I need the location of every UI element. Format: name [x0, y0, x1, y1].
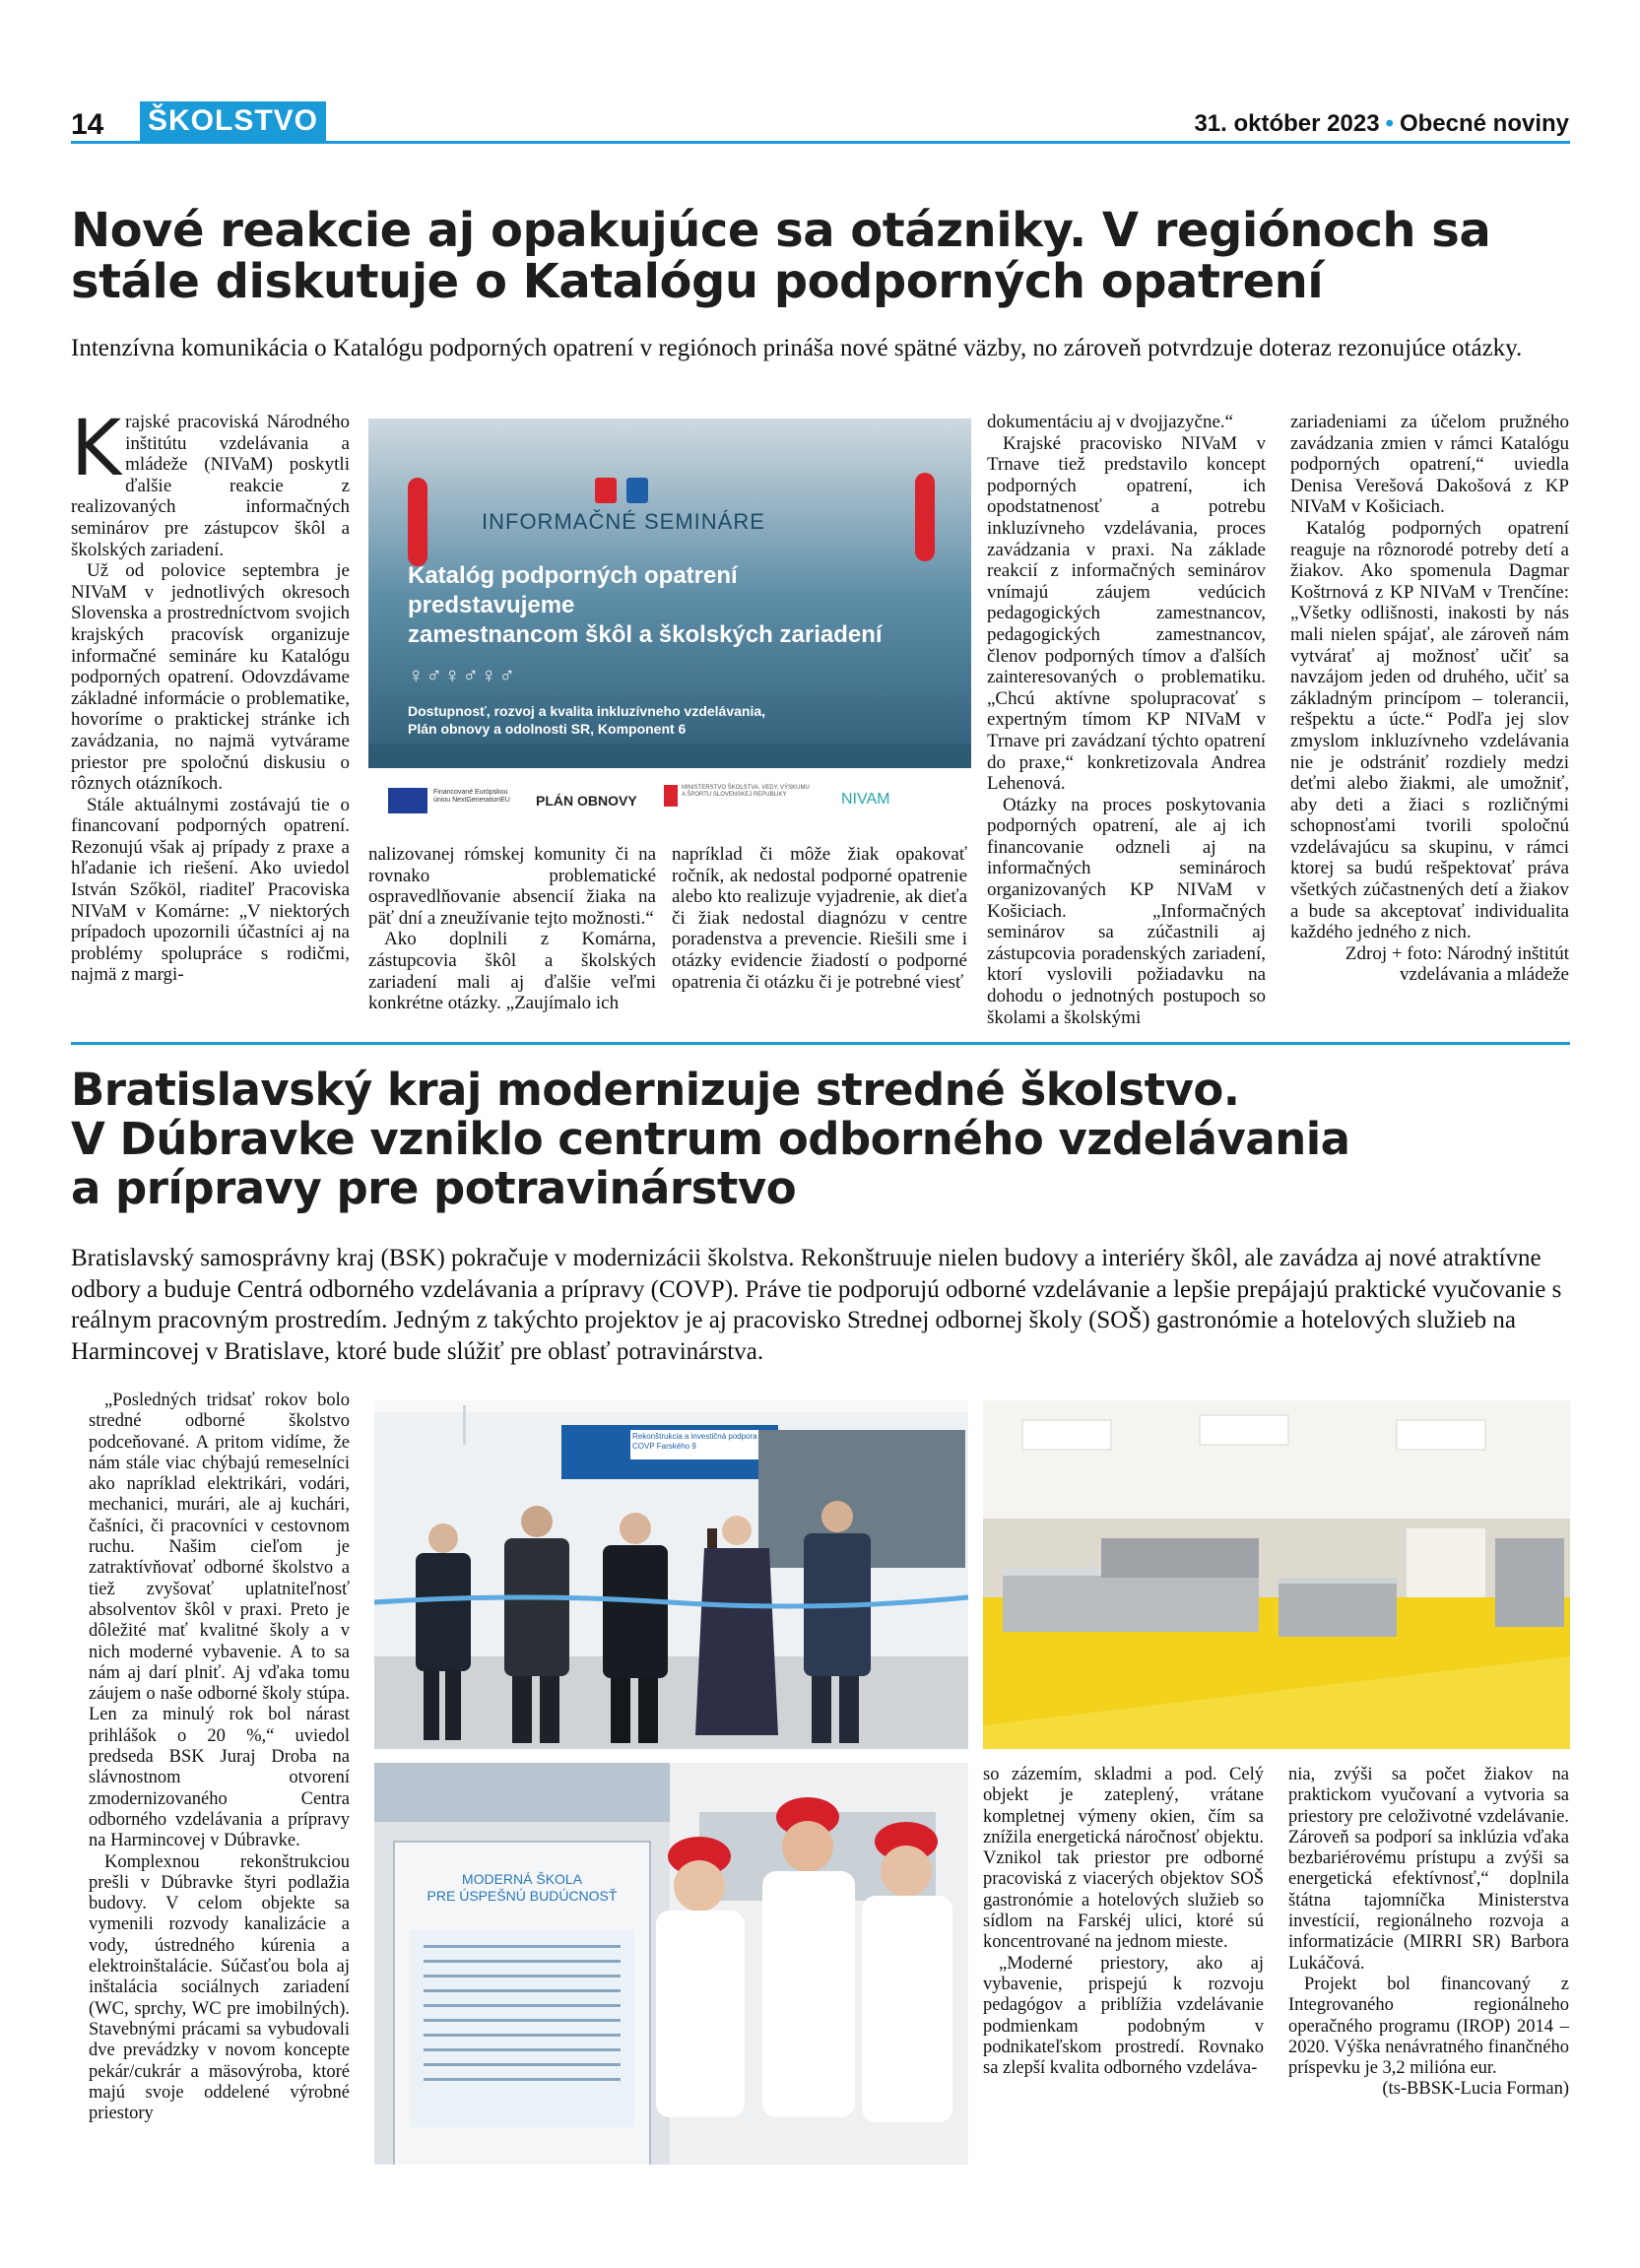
logo-plan-obnovy: PLÁN OBNOVY — [536, 793, 637, 809]
article1-col1-p2: Už od polovice septembra je NIVaM v jednotlivých okresoch Slovenska a prostredníctvom svojich krajských pracovísk organizuje informačné semináre ku Katalógu podporných opatrení. Odovzdávame základné informácie o problematike, hovoríme o praktickej stránke ich zavádzania, no najmä vytvárame priestor pre spoločnú diskusiu o rôznych otázníkoch. — [71, 560, 350, 795]
source-line2: vzdelávania a mládeže — [1400, 964, 1569, 986]
section-badge: ŠKOLSTVO — [140, 101, 326, 141]
article2-col3-p1: so zázemím, skladmi a pod. Celý objekt je zateplený, vrátane kompletnej výmeny okien, čím sa znížila energetická náročnosť objektu. Vznikol tak priestor pre odborné pracoviská z viacerých objektov SOŠ gastronómie a hotelových služieb so sídlom na Farskéj ulici, ktoré sú koncentrované na jednom mieste. — [983, 1765, 1264, 1953]
article-separator — [71, 1042, 1570, 1045]
poster-title — [408, 561, 940, 650]
board-heading-line1: MODERNÁ ŠKOLA — [461, 1871, 583, 1887]
article1-column-5 — [1290, 412, 1569, 986]
issue-date: 31. október 2023 — [1194, 110, 1380, 137]
dropcap: K — [71, 405, 122, 493]
article1-title — [71, 205, 1568, 307]
publication-name: Obecné noviny — [1399, 110, 1569, 137]
article1-column-3 — [672, 844, 967, 993]
students-graphic — [374, 1763, 968, 2165]
ministry-crest-icon — [664, 785, 678, 807]
page-number: 14 — [71, 108, 104, 141]
ribbon-cutting-photo — [374, 1400, 968, 1749]
article2-lead: Bratislavský samosprávny kraj (BSK) pokračuje v modernizácii školstva. Rekonštruuje nielen budovy a interiéry škôl, ale zavádza aj nové atraktívne odbory a buduje Centrá odborného vzdelávania a prípravy (COVP). Práve tie podporujú odborné vzdelávanie a lepšie prepájajú praktické vyučovanie s reálnym pracovným prostredím. Jedným z takýchto projektov je aj pracovisko Strednej odbornej školy (SOŠ) gastronómie a hotelových služieb na Harmincovej v Bratislave, ktoré bude slúžiť pre oblasť potravinárstva. — [71, 1245, 1562, 1365]
article2-column-4 — [1288, 1765, 1569, 2101]
article2-title — [71, 1066, 1568, 1213]
people-icon: ♀♂♀♂♀♂ — [408, 663, 517, 687]
board-heading-line2: PRE ÚSPEŠNÚ BUDÚCNOSŤ — [426, 1888, 618, 1904]
logo-eu: Financované Európskou úniou NextGenerationEU — [433, 789, 510, 804]
source-line1: Zdroj + foto: Národný inštitút — [1345, 942, 1569, 964]
coat-of-arms-icon — [595, 478, 617, 503]
article1-col4-p1: dokumentáciu aj v dvojjazyčne.“ — [987, 412, 1234, 432]
article1-title-line1: Nové reakcie aj opakujúce sa otázniky. V regiónoch sa — [71, 203, 1491, 258]
article1-title-line2: stále diskutuje o Katalógu podporných opatrení — [71, 254, 1324, 309]
ribbon-cutting-graphic — [374, 1400, 968, 1749]
article1-col4-p2: Krajské pracovisko NIVaM v Trnave tiež predstavilo koncept podporných opatrení, ich opodstatnenosť a potrebu inkluzívneho vzdelávania, proces zavádzania v praxi. Na základe reakcií z informačných seminárov vnímajú záujem vedúcich pedagogických zamestnancov, pedagogických zamestnancov, členov podporných tímov a ďalších zainteresovaných o problematiku. „Chcú aktívne spolupracovať s expertným tímom KP NIVaM v Trnave pri zavádzaní týchto opatrení do praxe,“ konkretizovala Andrea Lehenová. — [987, 432, 1266, 795]
article2-title-line2: V Dúbravke vzniklo centrum odborného vzdelávania — [71, 1113, 1350, 1165]
article1-source — [1290, 943, 1569, 986]
separator-dot: • — [1385, 110, 1394, 137]
article2-col4-p1: nia, zvýši sa počet žiakov na praktickom vyučovaní a vytvoria sa priestory pre celoživotné vzdelávanie. Zároveň sa podporí sa inklúzia vďaka bezbariérovému prístupu a zvýši sa energetická efektívnosť,“ doplnila štátna tajomníčka Ministerstva investícií, regionálneho rozvoja a informatizácie (MIRRI SR) Barbora Lukáčová. — [1288, 1765, 1569, 1974]
poster-title-line2: predstavujeme — [408, 592, 575, 618]
poster-subtitle — [408, 702, 940, 738]
poster-subtitle-line1: Dostupnosť, rozvoj a kvalita inkluzívneho vzdelávania, — [408, 703, 766, 719]
article2-column-3 — [983, 1765, 1264, 2079]
article1-column-1 — [71, 405, 350, 986]
article1-column-4 — [987, 412, 1266, 1028]
article2-title-line3: a prípravy pre potravinárstvo — [71, 1162, 797, 1214]
article2-credit: (ts-BBSK-Lucia Forman) — [1382, 2079, 1569, 2100]
article1-col4-p3: Otázky na proces poskytovania podporných opatrení, ale aj ich financovanie odzneli aj na informačných seminároch organizovaných KP NIVaM v Košiciach. „Informačných seminárov sa zúčastnili aj zástupcovia poradenských zariadení, ktorí vyslovili požiadavku na dohodu o jednotných postupoch so školami a školskými — [987, 794, 1266, 1028]
article1-lead: Intenzívna komunikácia o Katalógu podporných opatrení v regiónoch prináša nové spätné väzby, no zároveň potvrdzuje doteraz rezonujúce otázky. — [71, 335, 1523, 361]
header-rule — [71, 141, 1570, 144]
poster-title-line3: zamestnancom škôl a školských zariadení — [408, 621, 883, 648]
seminar-poster-photo — [368, 419, 971, 832]
students-photo — [374, 1763, 968, 2165]
article1-col1-intro: rajské pracoviská Národného inštitútu vzdelávania a mládeže (NIVaM) poskytli ďalšie reakcie z realizovaných informačných seminárov pre zástupcov škôl a školských zariadení. — [71, 412, 350, 560]
article1-col1-p3: Stále aktuálnymi zostávajú tie o financovaní podporných opatrení. Rezonujú však aj prípady z praxe a hľadanie ich riešení. Ako uviedol István Szőköl, riaditeľ Pracoviska NIVaM v Komárne: „V niektorých prípadoch upozornili účastníci aj na problémy spolupráce s rodičmi, najmä z margi- — [71, 794, 350, 986]
event-banner-text: Rekonštrukcia a investičná podpora COVP Farského 9 — [632, 1432, 757, 1451]
poster-title-line1: Katalóg podporných opatrení — [408, 562, 738, 589]
article1-col5-p1: zariadeniami za účelom pružného zavádzania zmien v rámci Katalógu podporných opatrení,“ uviedla Denisa Verešová Dakošová z KP NIVaM v Košiciach. — [1290, 412, 1569, 518]
article2-col1-p1: „Posledných tridsať rokov bolo stredné odborné školstvo podceňované. A pritom vidíme, že nám stále viac chýbajú remeselníci ako napríklad elektrikári, vodári, mechanici, murári, ale aj kuchári, čašníci, či pracovníci v cestovnom ruchu. Našim cieľom je zatraktívňovať odborné školstvo a tiež zvyšovať uplatniteľnosť absolventov škôl v praxi. Preto je dôležité mať kvalitné školy a v nich moderné vybavenie. A to sa nám aj darí plniť. Aj vďaka tomu záujem o naše odborné školy stúpa. Len za minulý rok bol nárast prihlášok o 20 %,“ uviedol predseda BSK Juraj Droba na slávnostnom otvorení zmodernizovaného Centra odborného vzdelávania a prípravy na Harmincovej v Dúbravke. — [89, 1391, 350, 1851]
kitchen-graphic — [983, 1400, 1570, 1749]
article2-col4-p2: Projekt bol financovaný z Integrovaného regionálneho operačného programu (IROP) 2014 – 2020. Výška nenávratného finančného príspevku je 3,2 milióna eur. — [1288, 1974, 1569, 2079]
board-heading — [414, 1871, 630, 1905]
poster-heading: INFORMAČNÉ SEMINÁRE — [482, 509, 765, 534]
article2-column-1 — [89, 1391, 350, 2124]
logo-nivam: NIVAM — [841, 791, 890, 808]
article2-col3-p2: „Moderné priestory, ako aj vybavenie, prispejú k rozvoju pedagógov a priblížia vzdelávanie podmienkam podobným v podnikateľskom prostredí. Rovnako sa zlepší kvalita odborného vzdeláva- — [983, 1953, 1264, 2079]
article2-title-line1: Bratislavský kraj modernizuje stredné školstvo. — [71, 1064, 1240, 1116]
article1-col3-p1: napríklad či môže žiak opakovať ročník, ak nedostal podporné opatrenie alebo kto realizuje vyjadrenie, ak dieťa či žiak nedostal diagnózu v centre poradenstva a prevencie. Riešili sme i otázky evidencie žiadostí o podporné opatrenia či otázku či je potrebné viesť — [672, 844, 967, 993]
logo-ministry: MINISTERSTVO ŠKOLSTVA, VEDY, VÝSKUMU A ŠPORTU SLOVENSKEJ REPUBLIKY — [682, 785, 810, 798]
article1-col2-p2: Ako doplnili z Komárna, zástupcovia škôl a školských zariadení mali aj ďalšie veľmi konkrétne otázky. „Zaujímalo ich — [368, 929, 656, 1014]
region-emblem-icon — [626, 478, 648, 503]
article1-col2-p1: nalizovanej rómskej komunity či na rovnako problematické ospravedlňovanie absencií žiaka na päť dní a zneužívanie tejto možnosti.“ — [368, 844, 656, 929]
article1-column-2 — [368, 844, 656, 1014]
poster-subtitle-line2: Plán obnovy a odolnosti SR, Komponent 6 — [408, 721, 687, 737]
article1-col5-p2: Katalóg podporných opatrení reaguje na rôznorodé potreby detí a žiakov. Ako spomenula Dagmar Koštrnová z KP NIVaM v Trenčíne: „Všetky odlišnosti, inakosti by nás mali nielen spájať, ale zároveň nám vytvárať aj možnosť učiť sa navzájom jeden od druhého, učiť sa základným princípom – tolerancii, rešpektu a úcte.“ Podľa jej slov zmyslom inkluzívneho vzdelávania nie je odstrániť rozdiely medzi deťmi alebo žiakmi, ale umožniť, aby deti a žiaci s rozličnými schopnosťami tvorili spoločnú vzdelávajúcu sa skupinu, v rámci ktorej sa budú rešpektovať práva všetkých zúčastnených detí a žiakov a bude sa akceptovať individualita každého jedného z nich. — [1290, 517, 1569, 943]
article2-col1-p2: Komplexnou rekonštrukciou prešli v Dúbravke štyri podlažia budovy. V celom objekte sa vymenili rozvody kanalizácie a vody, ústredného kúrenia a elektroinštalácie. Súčasťou bola aj inštalácia sociálnych zariadení (WC, sprchy, WC pre imobilných). Stavebnými prácami sa vybudovali dve prevádzky v novom koncepte pekár/cukrár a mäsovýroba, ktoré majú svoje oddelené výrobné priestory — [89, 1851, 350, 2124]
issue-info — [1194, 110, 1569, 138]
kitchen-photo — [983, 1400, 1570, 1749]
